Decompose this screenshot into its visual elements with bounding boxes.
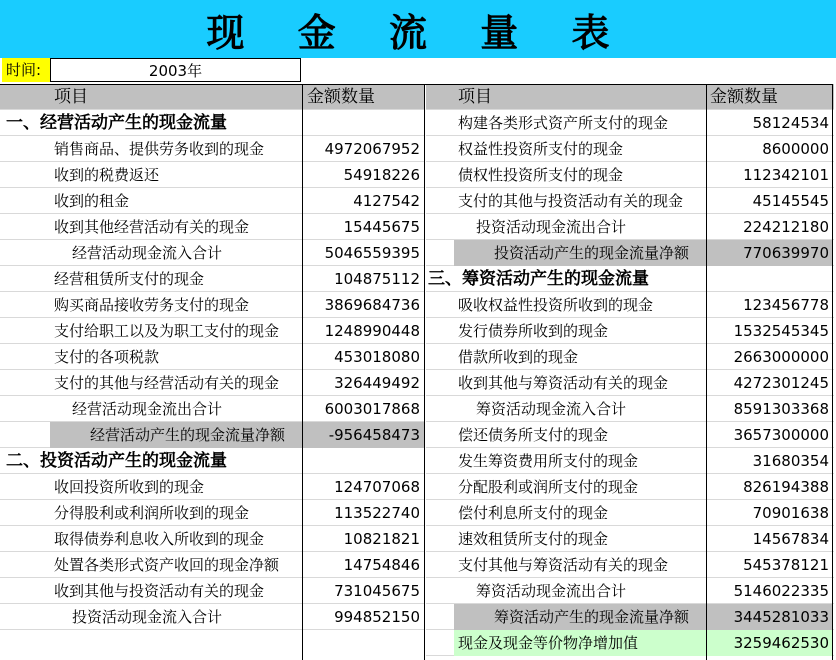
item-cell[interactable]: 收到的税费返还 [54,166,160,184]
header-top-line [0,84,833,85]
item-cell[interactable]: 收到其他经营活动有关的现金 [54,218,250,236]
sheet-title: 现 金 流 量 表 [206,9,630,55]
amount-cell[interactable]: 731045675 [334,582,420,600]
table-row [426,526,834,552]
table-row [426,188,834,214]
amount-cell[interactable]: 5146022335 [733,582,829,600]
table-row [426,552,834,578]
item-cell[interactable]: 权益性投资所支付的现金 [458,140,624,158]
table-row [0,526,424,552]
item-cell[interactable]: 三、筹资活动产生的现金流量 [428,269,649,289]
amount-cell[interactable]: 112342101 [743,166,829,184]
amount-cell[interactable] [707,266,833,292]
item-cell[interactable]: 支付其他与筹资活动有关的现金 [458,556,669,574]
amount-cell[interactable] [303,110,424,136]
right-column-divider [706,84,707,660]
item-cell[interactable]: 发生筹资费用所支付的现金 [458,452,639,470]
table-row [0,240,424,266]
item-cell[interactable]: 偿还债务所支付的现金 [458,426,609,444]
amount-cell[interactable]: 4127542 [353,192,420,210]
amount-cell[interactable]: 70901638 [752,504,829,522]
amount-cell[interactable]: 4972067952 [324,140,420,158]
table-row [426,604,834,630]
left-header-row [0,84,424,110]
item-cell[interactable]: 收回投资所收到的现金 [54,478,205,496]
amount-cell[interactable]: 104875112 [334,270,420,288]
table-row [0,136,424,162]
table-row [0,214,424,240]
right-header-row [426,84,834,110]
item-cell[interactable]: 构建各类形式资产所支付的现金 [458,114,669,132]
item-cell[interactable]: 偿付利息所支付的现金 [458,504,609,522]
table-row [0,266,424,292]
table-row [426,136,834,162]
amount-cell[interactable]: 10821821 [343,530,420,548]
item-cell[interactable]: 收到其他与筹资活动有关的现金 [458,374,669,392]
amount-cell[interactable]: 1532545345 [733,322,829,340]
table-row [0,422,424,448]
table-row [426,448,834,474]
amount-cell[interactable] [303,448,424,474]
amount-cell[interactable]: 770639970 [707,240,833,266]
amount-cell[interactable]: 5046559395 [324,244,420,262]
amount-cell[interactable]: 3657300000 [733,426,829,444]
table-row [426,240,834,266]
right-edge [832,84,833,660]
table-row [0,370,424,396]
item-cell[interactable]: 支付的其他与投资活动有关的现金 [458,192,684,210]
table-row [426,396,834,422]
section-header-row [0,448,424,474]
amount-cell[interactable]: 15445675 [343,218,420,236]
amount-cell[interactable]: 54918226 [343,166,420,184]
item-cell[interactable]: 经营租赁所支付的现金 [54,270,205,288]
left-column-divider [302,84,303,660]
item-cell[interactable]: 支付的其他与经营活动有关的现金 [54,374,280,392]
table-row [0,604,424,630]
item-cell[interactable]: 取得债券利息收入所收到的现金 [54,530,265,548]
amount-cell[interactable]: 8591303368 [733,400,829,418]
table-row [0,578,424,604]
item-cell[interactable]: 债权性投资所支付的现金 [458,166,624,184]
amount-cell[interactable]: -956458473 [303,422,424,448]
amount-cell[interactable]: 8600000 [762,140,829,158]
table-row [426,162,834,188]
amount-cell[interactable]: 14567834 [752,530,829,548]
item-cell[interactable]: 投资活动现金流入合计 [72,608,223,626]
item-cell[interactable]: 发行债券所收到的现金 [458,322,609,340]
panel-divider [424,84,425,660]
amount-cell[interactable]: 45145545 [752,192,829,210]
item-cell[interactable]: 筹资活动现金流入合计 [476,400,627,418]
item-cell[interactable]: 筹资活动现金流出合计 [476,582,627,600]
section-header-row [426,266,834,292]
item-cell[interactable]: 投资活动产生的现金流量净额 [454,240,707,266]
amount-cell[interactable]: 994852150 [334,608,420,626]
item-cell[interactable]: 速效租赁所支付的现金 [458,530,609,548]
table-row [0,292,424,318]
amount-cell[interactable]: 224212180 [743,218,829,236]
item-cell[interactable]: 支付给职工以及为职工支付的现金 [54,322,280,340]
table-row [426,292,834,318]
time-label: 时间: [2,58,50,82]
item-cell[interactable]: 筹资活动产生的现金流量净额 [454,604,707,630]
table-row [0,500,424,526]
table-row [0,344,424,370]
item-cell[interactable]: 分配股利或润所支付的现金 [458,478,639,496]
table-row [426,318,834,344]
item-cell[interactable]: 经营活动现金流出合计 [72,400,223,418]
item-cell[interactable]: 支付的各项税款 [54,348,160,366]
table-row [0,188,424,214]
item-cell[interactable]: 一、经营活动产生的现金流量 [6,113,227,133]
amount-cell[interactable]: 4272301245 [733,374,829,392]
table-row [0,396,424,422]
table-row [426,370,834,396]
header-amount: 金额数量 [710,87,778,107]
table-row [0,552,424,578]
table-row [426,214,834,240]
amount-cell[interactable]: 3869684736 [324,296,420,314]
table-row [0,162,424,188]
header-item: 项目 [54,87,88,107]
time-value-cell[interactable]: 2003年 [50,58,301,82]
amount-cell[interactable]: 3259462530 [707,630,833,656]
amount-cell[interactable]: 123456778 [743,296,829,314]
amount-cell[interactable]: 14754846 [343,556,420,574]
item-cell[interactable]: 投资活动现金流出合计 [476,218,627,236]
item-cell[interactable]: 销售商品、提供劳务收到的现金 [54,140,265,158]
item-cell[interactable]: 收到的租金 [54,192,130,210]
item-cell[interactable]: 分得股利或利润所收到的现金 [54,504,250,522]
item-cell[interactable]: 二、投资活动产生的现金流量 [6,451,227,471]
section-header-row [0,110,424,136]
title-bar [0,0,836,58]
amount-cell[interactable]: 2663000000 [733,348,829,366]
item-cell[interactable]: 经营活动现金流入合计 [72,244,223,262]
amount-cell[interactable]: 124707068 [334,478,420,496]
item-cell[interactable]: 购买商品接收劳务支付的现金 [54,296,250,314]
table-row [426,474,834,500]
amount-cell[interactable]: 453018080 [334,348,420,366]
amount-cell[interactable]: 826194388 [743,478,829,496]
amount-cell[interactable]: 6003017868 [324,400,420,418]
header-amount: 金额数量 [307,87,375,107]
amount-cell[interactable]: 1248990448 [324,322,420,340]
item-cell[interactable]: 处置各类形式资产收回的现金净额 [54,556,280,574]
item-cell[interactable]: 现金及现金等价物净增加值 [454,630,707,656]
item-cell[interactable]: 借款所收到的现金 [458,348,579,366]
table-row [426,578,834,604]
item-cell[interactable]: 收到其他与投资活动有关的现金 [54,582,265,600]
amount-cell[interactable]: 58124534 [752,114,829,132]
amount-cell[interactable]: 326449492 [334,374,420,392]
table-row [426,500,834,526]
table-row [426,422,834,448]
table-row [426,344,834,370]
table-row [0,318,424,344]
header-item: 项目 [458,87,492,107]
table-row [0,474,424,500]
table-row [426,110,834,136]
amount-cell[interactable]: 113522740 [334,504,420,522]
item-cell[interactable]: 吸收权益性投资所收到的现金 [458,296,654,314]
table-row [426,630,834,656]
amount-cell[interactable]: 3445281033 [707,604,833,630]
item-cell[interactable]: 经营活动产生的现金流量净额 [50,422,303,448]
amount-cell[interactable]: 31680354 [752,452,829,470]
amount-cell[interactable]: 545378121 [743,556,829,574]
